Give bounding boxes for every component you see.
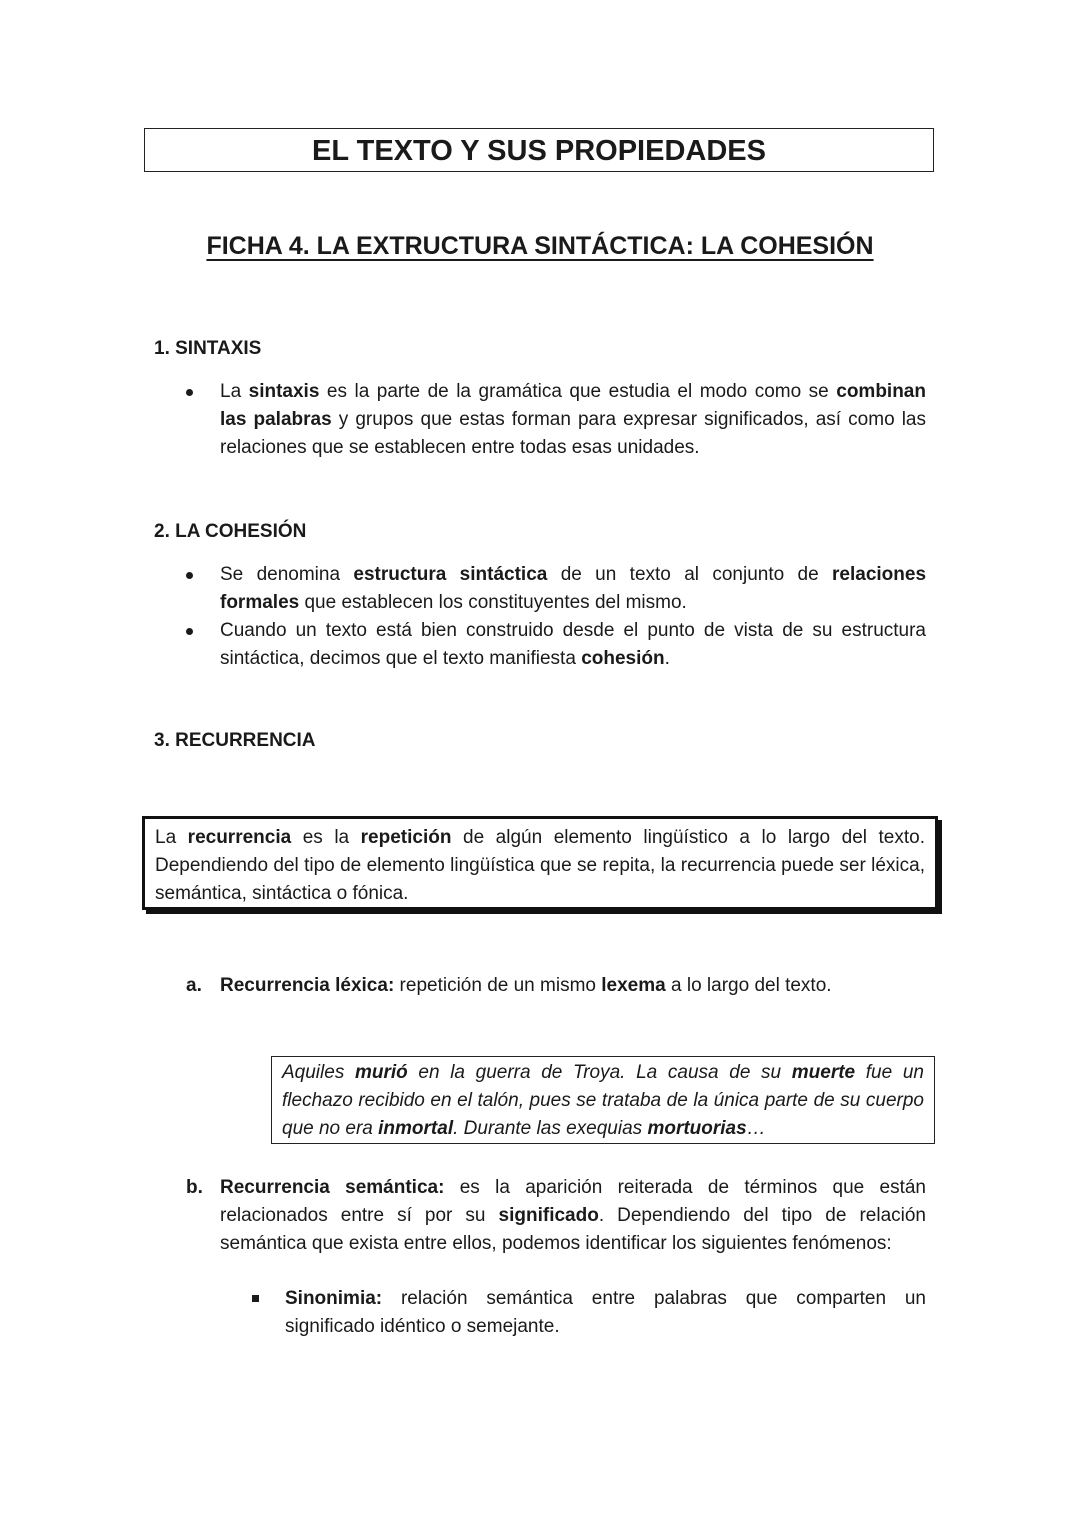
- definition-box: La recurrencia es la repetición de algún elemento lingüístico a lo largo del texto. Dependiendo del tipo de elemento lingüística que se repita, la recurrencia puede ser léxica, semántica, sintáctica o fónica.: [142, 816, 938, 910]
- document-title-box: [144, 128, 934, 172]
- sinonimia-item: Sinonimia: relación semántica entre palabras que comparten un significado idéntico o semejante.: [252, 1285, 926, 1341]
- example-box: Aquiles murió en la guerra de Troya. La causa de su muerte fue un flechazo recibido en el talón, pues se trataba de la única parte de su cuerpo que no era inmortal. Durante las exequias mortuorias…: [271, 1056, 935, 1144]
- recurrencia-lexica-item: a. Recurrencia léxica: repetición de un mismo lexema a lo largo del texto.: [186, 972, 926, 1000]
- list-item: Se denomina estructura sintáctica de un texto al conjunto de relaciones formales que establecen los constituyentes del mismo.: [186, 561, 926, 617]
- square-bullet-icon: [252, 1295, 259, 1302]
- cohesion-bullet-list: [186, 561, 926, 673]
- document-title: EL TEXTO Y SUS PROPIEDADES: [312, 135, 766, 167]
- recurrencia-semantica-item: b. Recurrencia semántica: es la aparición reiterada de términos que están relacionados entre sí por su significado. Dependiendo del tipo de relación semántica que exista entre ellos, podemos identificar los siguientes fenómenos:: [186, 1174, 926, 1258]
- section-heading-recurrencia: 3. RECURRENCIA: [154, 730, 316, 751]
- worksheet-title: FICHA 4. LA EXTRUCTURA SINTÁCTICA: LA COHESIÓN: [206, 232, 874, 260]
- list-marker: a.: [186, 975, 202, 996]
- list-marker: b.: [186, 1177, 203, 1198]
- section-heading-sintaxis: 1. SINTAXIS: [154, 338, 262, 359]
- list-item: Cuando un texto está bien construido desde el punto de vista de su estructura sintáctica, decimos que el texto manifiesta cohesión.: [186, 617, 926, 673]
- section-heading-cohesion: 2. LA COHESIÓN: [154, 521, 307, 542]
- sintaxis-bullet-list: [186, 378, 926, 462]
- list-item: La sintaxis es la parte de la gramática que estudia el modo como se combinan las palabras y grupos que estas forman para expresar significados, así como las relaciones que se establecen entre todas esas unidades.: [186, 378, 926, 462]
